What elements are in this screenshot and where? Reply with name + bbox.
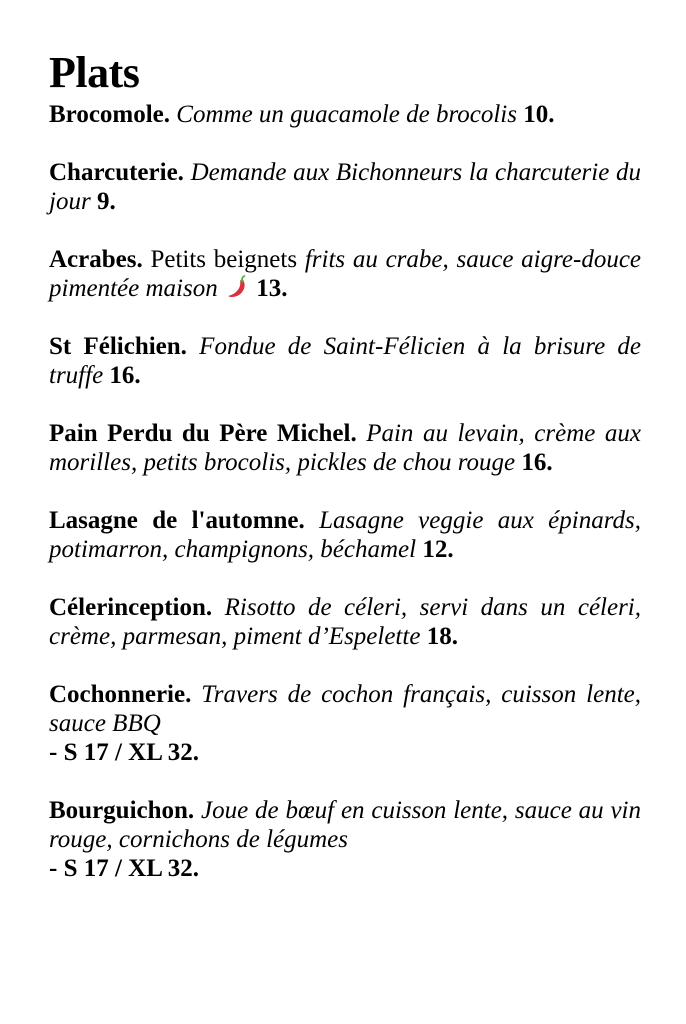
dish-name: Pain Perdu du Père Michel. xyxy=(49,420,357,447)
menu-section-plats xyxy=(49,46,641,912)
dish-name: Acrabes. xyxy=(49,246,143,273)
dish-description: frits au crabe, sauce aigre-douce pimentée maison xyxy=(49,246,642,302)
dish-charcuterie xyxy=(49,158,641,216)
dish-brocomole xyxy=(49,100,641,129)
dish-celerinception xyxy=(49,593,641,651)
dish-name: Célerinception. xyxy=(49,594,213,621)
dish-name: Charcuterie. xyxy=(49,159,184,186)
dish-description: Pain au levain, crème aux morilles, petits brocolis, pickles de chou rouge xyxy=(49,420,641,476)
dish-bourguichon xyxy=(49,796,641,883)
dish-description: Comme un guacamole de brocolis xyxy=(176,101,517,128)
dish-price: 16. xyxy=(521,449,553,476)
dish-price: 9. xyxy=(96,188,116,215)
dish-price: 12. xyxy=(422,536,454,563)
dish-st-felichien xyxy=(49,332,641,390)
dish-price: 13. xyxy=(256,275,288,302)
chili-pepper-icon xyxy=(224,274,250,300)
dish-description: Fondue de Saint-Félicien à la brisure de truffe xyxy=(49,333,642,389)
dish-acrabes xyxy=(49,245,641,303)
dish-price: 10. xyxy=(523,101,555,128)
dish-size-prices: - S 17 / XL 32. xyxy=(49,739,200,766)
dish-pain-perdu xyxy=(49,419,641,477)
dish-description: Travers de cochon français, cuisson lente, sauce BBQ xyxy=(49,681,641,737)
dish-description: Joue de bœuf en cuisson lente, sauce au vin rouge, cornichons de légumes xyxy=(49,797,642,853)
section-title: Plats xyxy=(49,48,140,97)
dish-lasagne xyxy=(49,506,641,564)
dish-name: Cochonnerie. xyxy=(49,681,192,708)
dish-description: Risotto de céleri, servi dans un céleri, crème, parmesan, piment d’Espelette xyxy=(49,594,642,650)
dish-name: Brocomole. xyxy=(49,101,171,128)
dish-description: Lasagne veggie aux épinards, potimarron, champignons, béchamel xyxy=(49,507,642,563)
dish-price: 18. xyxy=(426,623,458,650)
dish-description: Demande aux Bichonneurs la charcuterie du jour xyxy=(49,159,641,215)
dish-name: Lasagne de l'automne. xyxy=(49,507,305,534)
dish-price: 16. xyxy=(109,362,141,389)
dish-description-plain: Petits beignets xyxy=(150,246,298,273)
dish-cochonnerie xyxy=(49,680,641,767)
dish-size-prices: - S 17 / XL 32. xyxy=(49,855,200,882)
dish-name: St Félichien. xyxy=(49,333,187,360)
dish-name: Bourguichon. xyxy=(49,797,195,824)
